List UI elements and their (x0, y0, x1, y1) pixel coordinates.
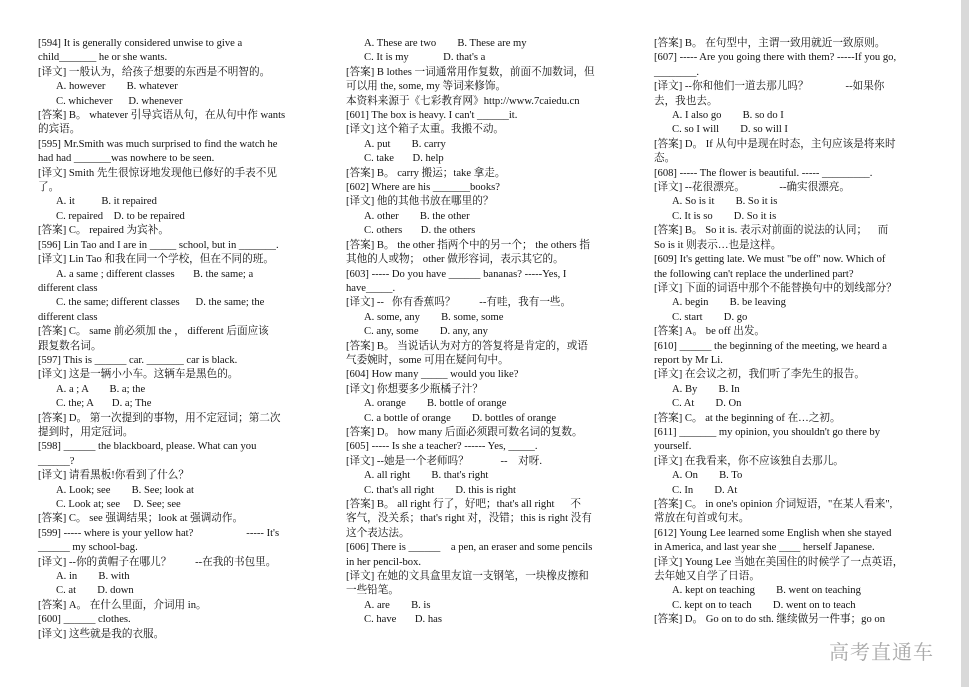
text-line: 其他的人或物； other 做形容词，表示其它的。 (346, 254, 564, 266)
answer-option-line: A. a ; A B. a; the (56, 383, 146, 395)
text-line: [译文] 在她的文具盒里友谊一支钢笔，一块橡皮擦和 (346, 571, 589, 583)
text-line: 去年她又自学了日语。 (654, 571, 760, 583)
answer-option-line: C. that's all right D. this is right (364, 484, 516, 496)
text-line: 本资料来源于《七彩教育网》http://www.7caiedu.cn (346, 95, 580, 107)
text-line: [603] ----- Do you have ______ bananas? -----Yes, I (346, 268, 567, 280)
text-line: 可以用 the, some, my 等词来修饰。 (346, 81, 507, 93)
text-line: [597] This is ______ car. _______ car is black. (38, 354, 238, 366)
watermark-logo-text: 高考直通车 (829, 640, 934, 664)
page-edge-shadow (961, 0, 969, 687)
answer-option-line: C. kept on to teach D. went on to teach (672, 599, 856, 611)
text-line: 一些铅笔。 (346, 585, 399, 597)
text-line: [答案] D。 If 从句中是现在时态，主句应该是将来时 (654, 138, 896, 150)
text-line: [601] The box is heavy. I can't ______it. (346, 110, 518, 122)
text-line: [594] It is generally considered unwise to give a (38, 38, 243, 49)
answer-option-line: C. any, some D. any, any (364, 326, 488, 338)
text-line: 这个表达法。 (346, 527, 410, 539)
answer-option-line: A. kept on teaching B. went on teaching (672, 585, 861, 597)
text-line: [译文] --花很漂亮。 --确实很漂亮。 (654, 182, 850, 194)
answer-option-line: C. repaired D. to be repaired (56, 210, 185, 222)
text-line: [答案] B lothes 一词通常用作复数，前面不加数词，但 (346, 66, 595, 78)
text-line: [译文] 他的其他书放在哪里的？ (346, 196, 494, 208)
answer-option-line: A. orange B. bottle of orange (364, 398, 507, 410)
answer-option-line: C. whichever D. whenever (56, 95, 183, 107)
answer-option-line: A. begin B. be leaving (672, 297, 786, 309)
text-line: [译文] 这个箱子太重。我搬不动。 (346, 124, 505, 136)
text-line: [译文] 这些就是我的衣服。 (38, 628, 165, 640)
text-line: child_______ he or she wants. (38, 52, 168, 64)
answer-option-line: A. are B. is (364, 599, 431, 611)
answer-option-line: C. At D. On (672, 398, 742, 410)
text-line: [译文] --你和他们一道去那儿吗？ --如果你 (654, 81, 885, 93)
text-line: [602] Where are his _______books? (346, 182, 500, 194)
text-line: [译文] 在我看来，你不应该独自去那儿。 (654, 455, 844, 467)
text-line: [答案] C。 same 前必须加 the ， different 后面应该 (38, 326, 269, 338)
text-line: [609] It's getting late. We must "be off" now. Which of (654, 254, 886, 266)
text-line: [答案] D。 Go on to do sth. 继续做另一件事；go on (654, 614, 885, 626)
text-line: 的宾语。 (38, 124, 81, 136)
answer-option-line: A. So is it B. So it is (672, 196, 778, 208)
text-line: [答案] C。 see 强调结果；look at 强调动作。 (38, 513, 244, 525)
text-line: [答案] D。 how many 后面必须跟可数名词的复数。 (346, 426, 583, 438)
text-line: [答案] B。 carry 搬运；take 拿走。 (346, 167, 506, 179)
answer-option-line: A. all right B. that's right (364, 470, 489, 482)
text-line: [答案] B。 So it is. 表示对前面的说法的认同； 而 (654, 225, 889, 237)
text-line: [译文] 你想要多少瓶橘子汁？ (346, 383, 483, 395)
text-line: [611] _______ my opinion, you shouldn't go there by (654, 426, 881, 438)
text-line: [答案] C。 in one's opinion 介词短语，"在某人看来", (654, 499, 893, 510)
text-line: 客气，没关系；that's right 对，没错；this is right 没有 (346, 513, 592, 525)
text-line: [译文] -- 你有香蕉吗？ --有哇，我有一些。 (346, 297, 572, 309)
text-line: [译文] 一般认为，给孩子想要的东西是不明智的。 (38, 66, 271, 78)
text-line: ________. (654, 66, 700, 78)
text-line: [答案] B。 whatever 引导宾语从句，在从句中作 wants (38, 110, 286, 122)
text-line: different class (38, 282, 98, 294)
text-line: 气委婉时，some 可用在疑问句中。 (346, 354, 509, 366)
text-line: [译文] 下面的词语中那个不能替换句中的划线部分？ (654, 282, 897, 294)
text-line: 态。 (654, 153, 676, 165)
text-line: [答案] B。 在句型中，主谓一致用就近一致原则。 (654, 38, 886, 49)
text-line: [答案] B。 all right 行了，好吧；that's all right 不 (346, 499, 581, 510)
answer-option-line: A. I also go B. so do I (672, 110, 784, 122)
text-line: [599] ----- where is your yellow hat? ----- It's (38, 527, 280, 539)
text-line: ______ my school-bag. (38, 542, 138, 554)
text-line: in America, and last year she ____ herself Japanese. (654, 542, 875, 554)
text-line: [598] ______ the blackboard, please. What can you (38, 441, 257, 453)
text-line: [596] Lin Tao and I are in _____ school, but in _______. (38, 239, 279, 251)
text-line: [答案] B。 当说话认为对方的答复将是肯定的，或语 (346, 340, 588, 352)
answer-option-line: C. Look at; see D. See; see (56, 499, 181, 510)
answer-option-line: C. others D. the others (364, 225, 476, 237)
text-line: in her pencil-box. (346, 556, 422, 568)
answer-option-line: A. other B. the other (364, 210, 470, 222)
text-line: [译文] --她是一个老师吗？ -- 对呀. (346, 455, 542, 467)
answer-option-line: A. however B. whatever (56, 81, 178, 93)
answer-option-line: A. These are two B. These are my (364, 38, 527, 49)
text-line: [译文] Lin Tao 和我在同一个学校，但在不同的班。 (38, 254, 274, 266)
text-line: 了。 (38, 182, 60, 194)
text-line: [612] Young Lee learned some English when she stayed (654, 527, 892, 539)
text-line: have_____. (346, 282, 396, 294)
answer-option-line: C. have D. has (364, 614, 442, 626)
text-line: [答案] C。 repaired 为宾补。 (38, 225, 169, 237)
text-line: 常放在句首或句末。 (654, 513, 750, 525)
text-line: [译文] --你的黄帽子在哪儿？ --在我的书包里。 (38, 556, 277, 568)
answer-option-line: A. some, any B. some, some (364, 311, 504, 323)
text-line: 去，我也去。 (654, 95, 718, 107)
text-line: [译文] Young Lee 当她在美国住的时候学了一点英语， (654, 556, 904, 568)
answer-option-line: A. Look; see B. See; look at (56, 484, 194, 496)
text-line: [610] ______ the beginning of the meeting, we heard a (654, 340, 887, 352)
answer-option-line: A. in B. with (56, 571, 130, 583)
text-line: [604] How many _____ would you like? (346, 369, 519, 381)
answer-option-line: A. On B. To (672, 470, 743, 482)
answer-option-line: C. It is so D. So it is (672, 210, 777, 222)
answer-option-line: C. a bottle of orange D. bottles of orange (364, 412, 557, 424)
text-line: [译文] 在会议之初，我们听了李先生的报告。 (654, 369, 865, 381)
text-line: [译文] 请看黑板!你看到了什么？ (38, 470, 189, 482)
text-line: So is it 则表示…也是这样。 (654, 239, 782, 251)
answer-option-line: A. it B. it repaired (56, 196, 157, 208)
answer-option-line: C. start D. go (672, 311, 748, 323)
answer-option-line: C. take D. help (364, 153, 444, 165)
answer-option-line: C. the; A D. a; The (56, 398, 152, 410)
text-column-2 (346, 37, 629, 628)
answer-option-line: A. put B. carry (364, 138, 446, 150)
text-line: report by Mr Li. (654, 354, 723, 366)
text-column-1 (38, 37, 321, 642)
text-line: [608] ----- The flower is beautiful. ----- _________. (654, 167, 873, 179)
text-line: [607] ----- Are you going there with them? -----If you go, (654, 52, 897, 64)
text-line: 跟复数名词。 (38, 340, 102, 352)
text-line: [605] ----- Is she a teacher? ------ Yes, _____. (346, 441, 538, 453)
text-column-3 (654, 37, 937, 628)
text-line: the following can't replace the underlined part? (654, 268, 854, 280)
text-line: [595] Mr.Smith was much surprised to find the watch he (38, 138, 278, 150)
text-line: [答案] A。 be off 出发。 (654, 326, 766, 338)
text-line: [译文] 这是一辆小小车。这辆车是黑色的。 (38, 369, 239, 381)
answer-option-line: C. the same; different classes D. the same; the (56, 297, 265, 309)
text-line: [600] ______ clothes. (38, 614, 131, 626)
text-line: [译文] Smith 先生很惊讶地发现他已修好的手表不见 (38, 167, 277, 179)
answer-option-line: A. By B. In (672, 383, 740, 395)
text-line: [答案] B。 the other 指两个中的另一个； the others 指 (346, 239, 590, 251)
text-line: [答案] A。 在什么里面，介词用 in。 (38, 599, 207, 611)
text-line: [答案] C。 at the beginning of 在…之初。 (654, 412, 841, 424)
text-line: had had _______was nowhere to be seen. (38, 153, 215, 165)
answer-option-line: C. at D. down (56, 585, 134, 597)
text-line: ______? (38, 455, 75, 467)
text-line: [答案] D。 第一次提到的事物，用不定冠词；第二次 (38, 412, 281, 424)
text-line: 提到时，用定冠词。 (38, 426, 134, 438)
text-line: yourself. (654, 441, 692, 453)
answer-option-line: C. In D. At (672, 484, 738, 496)
answer-option-line: C. so I will D. so will I (672, 124, 788, 136)
text-line: [606] There is ______ a pen, an eraser and some pencils (346, 542, 593, 554)
answer-option-line: C. It is my D. that's a (364, 52, 486, 64)
text-line: different class (38, 311, 98, 323)
answer-option-line: A. a same ; different classes B. the same; a (56, 268, 254, 280)
